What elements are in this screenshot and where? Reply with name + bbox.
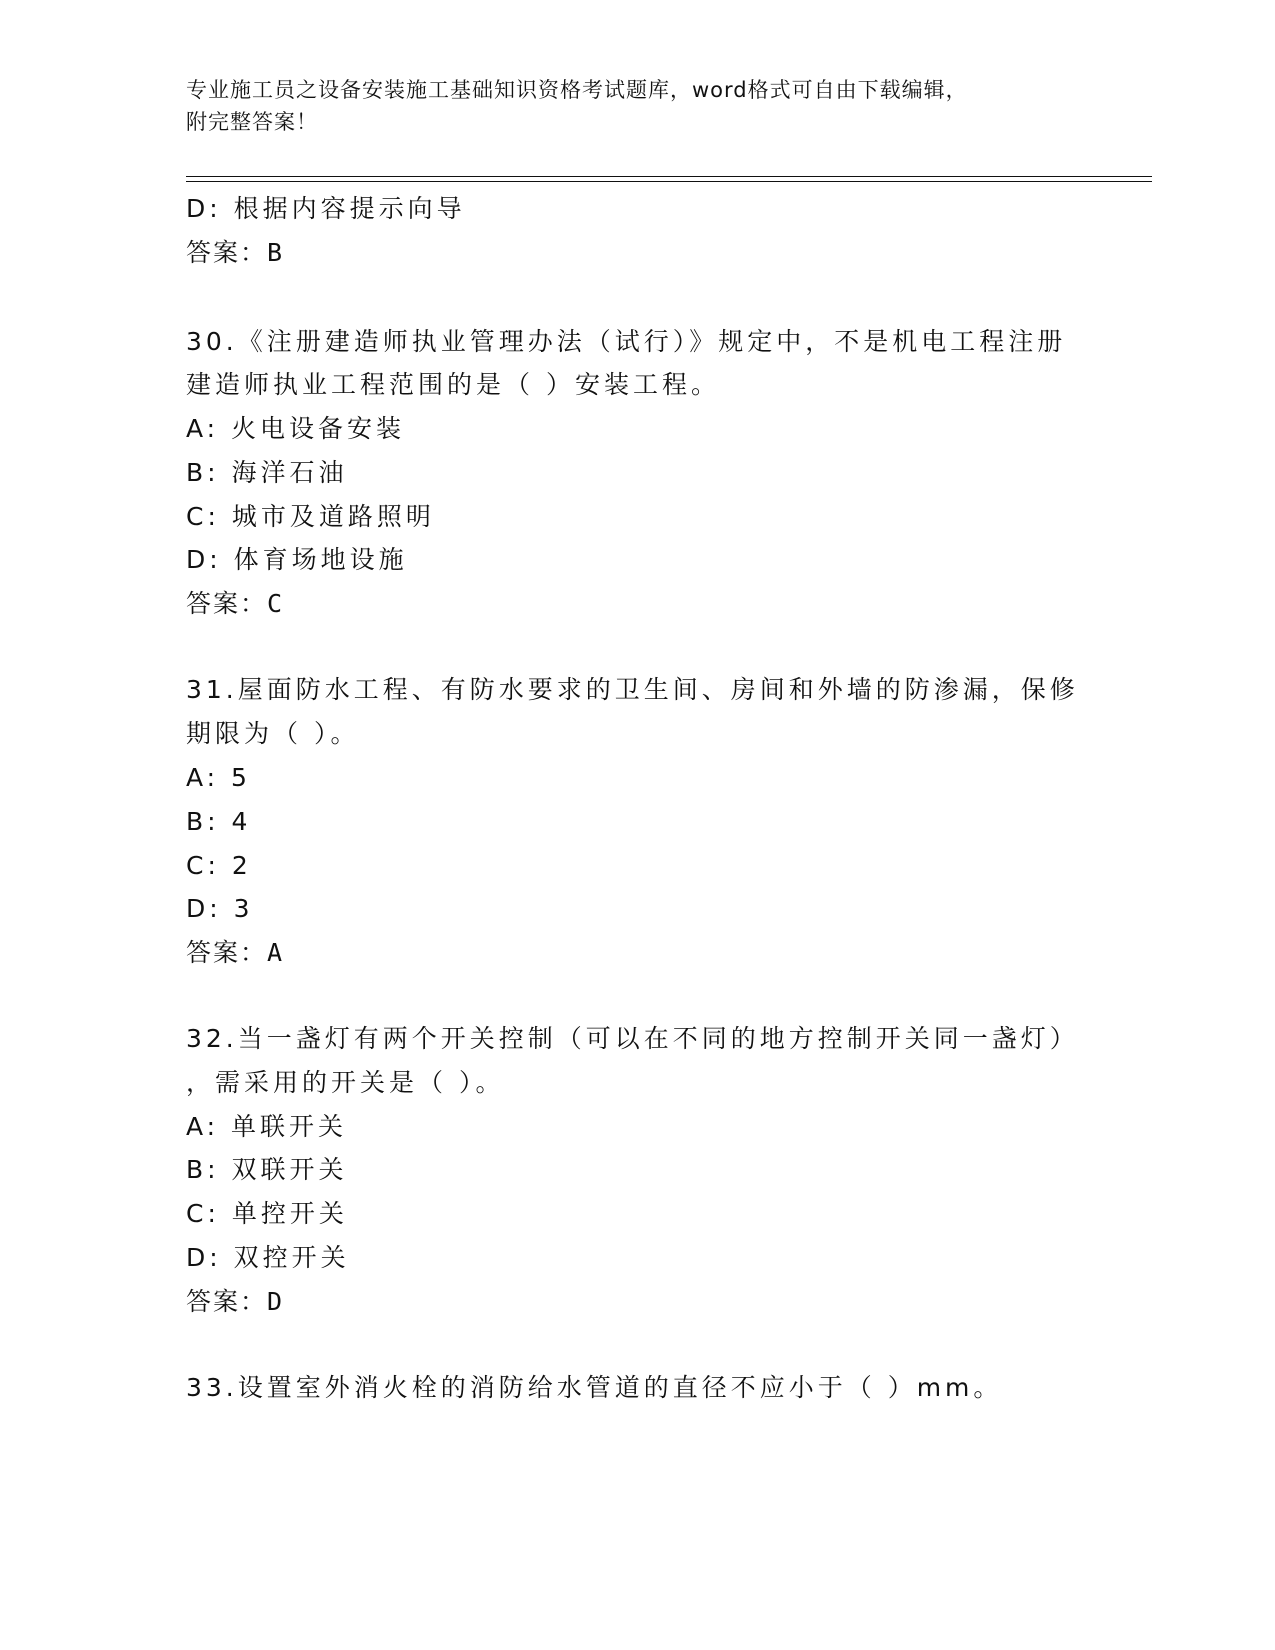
q31-stem-line-2: 期限为（ ）。 xyxy=(186,719,360,748)
q32-option-d: D: 双控开关 xyxy=(186,1243,350,1272)
q31-option-a: A: 5 xyxy=(186,763,251,792)
answer-value: A xyxy=(267,938,283,967)
q30-stem-line-1: 30.《注册建造师执业管理办法（试行）》规定中，不是机电工程注册 xyxy=(186,327,1067,356)
q31-option-b: B: 4 xyxy=(186,807,252,836)
header-divider-top xyxy=(186,176,1152,177)
q30-answer xyxy=(186,587,282,621)
q30-option-a: A: 火电设备安装 xyxy=(186,414,406,443)
q30-stem-line-2: 建造师执业工程范围的是（ ）安装工程。 xyxy=(186,370,720,399)
q32-answer xyxy=(186,1285,282,1319)
document-header xyxy=(186,74,1066,138)
q32-stem-line-1: 32.当一盏灯有两个开关控制（可以在不同的地方控制开关同一盏灯） xyxy=(186,1024,1079,1053)
q33-stem-line-1: 33.设置室外消火栓的消防给水管道的直径不应小于（ ）mm。 xyxy=(186,1373,1003,1402)
q31-option-d: D: 3 xyxy=(186,894,254,923)
header-title-line-2: 附完整答案！ xyxy=(186,110,318,134)
answer-label: 答案： xyxy=(186,238,268,267)
q32-option-c: C: 单控开关 xyxy=(186,1199,348,1228)
q30-option-c: C: 城市及道路照明 xyxy=(186,502,435,531)
answer-value: C xyxy=(267,589,283,618)
q30-option-d: D: 体育场地设施 xyxy=(186,545,408,574)
q32-stem-line-2: ，需采用的开关是（ ）。 xyxy=(186,1068,505,1097)
answer-label: 答案： xyxy=(186,589,268,618)
q32-option-a: A: 单联开关 xyxy=(186,1112,348,1141)
q31-stem-line-1: 31.屋面防水工程、有防水要求的卫生间、房间和外墙的防渗漏，保修 xyxy=(186,675,1079,704)
header-title-line-1: 专业施工员之设备安装施工基础知识资格考试题库，word格式可自由下载编辑， xyxy=(186,78,968,102)
answer-label: 答案： xyxy=(186,938,268,967)
answer-label: 答案： xyxy=(186,1287,268,1316)
q31-option-c: C: 2 xyxy=(186,851,252,880)
q30-option-b: B: 海洋石油 xyxy=(186,458,348,487)
answer-value: D xyxy=(267,1287,283,1316)
answer-value: B xyxy=(267,238,283,267)
header-divider-bottom xyxy=(186,181,1152,182)
q32-option-b: B: 双联开关 xyxy=(186,1155,348,1184)
q29-answer xyxy=(186,236,282,270)
q31-answer xyxy=(186,936,282,970)
q29-option-d: D: 根据内容提示向导 xyxy=(186,194,466,223)
